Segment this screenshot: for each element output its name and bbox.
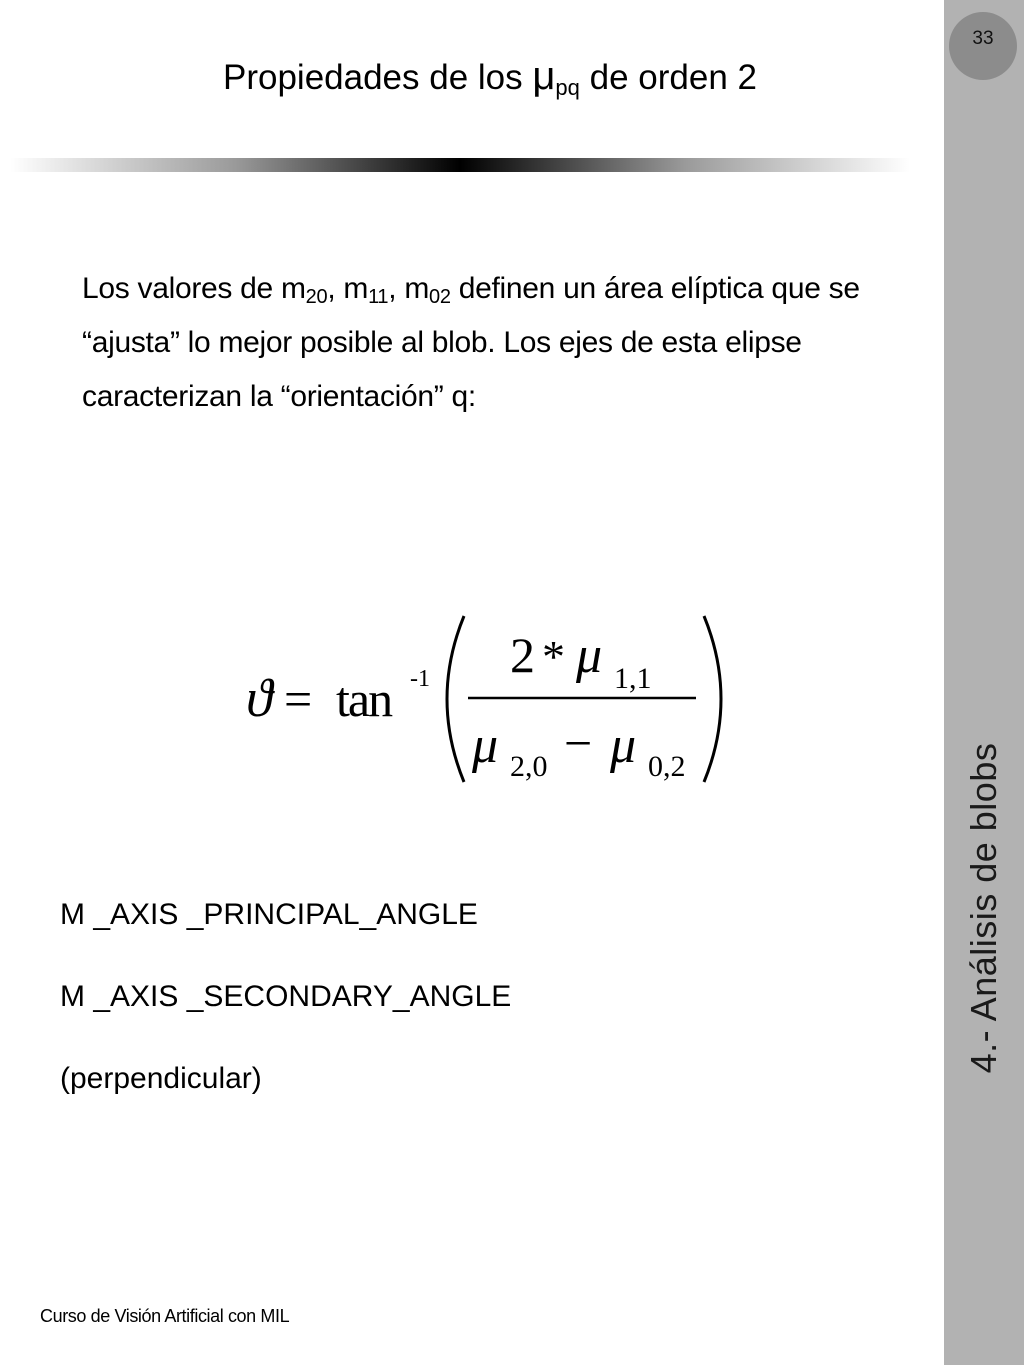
title-prefix: Propiedades de los — [222, 58, 533, 97]
formula-numerator-operator: * — [542, 631, 565, 682]
title-mu-symbol: μ — [532, 54, 556, 98]
m02-subscript: 02 — [429, 286, 451, 308]
title-suffix: de orden 2 — [579, 58, 757, 97]
body-text-3: , m — [388, 272, 430, 305]
formula-denominator-subscript-2: 0,2 — [648, 750, 686, 783]
principal-angle-constant: M _AXIS _PRINCIPAL_ANGLE — [60, 898, 478, 931]
body-text-2: , m — [327, 272, 369, 305]
formula-numerator-coefficient: 2 — [510, 627, 535, 683]
secondary-angle-constant: M _AXIS _SECONDARY_ANGLE — [60, 980, 512, 1013]
m20-subscript: 20 — [305, 286, 328, 308]
formula-exponent: -1 — [410, 666, 430, 692]
body-text-1: Los valores de m — [82, 272, 306, 305]
m11-subscript: 11 — [368, 286, 389, 308]
course-footer: Curso de Visión Artificial con MIL — [40, 1306, 290, 1326]
section-sidebar — [944, 0, 1024, 1365]
perpendicular-note: (perpendicular) — [60, 1062, 262, 1095]
body-paragraph — [82, 262, 932, 424]
formula-denominator-operator: − — [564, 715, 593, 771]
formula-denominator-subscript-1: 2,0 — [510, 750, 548, 783]
title-divider — [10, 158, 910, 172]
title-subscript: pq — [555, 75, 580, 100]
body-text-4: definen un área elíptica que se “ajusta” lo mejor posible al blob. Los ejes de esta elipse caracterizan la “orientación” q: — [82, 272, 860, 413]
orientation-formula — [240, 604, 740, 794]
formula-tan: tan — [336, 671, 392, 727]
formula-left-parenthesis — [447, 616, 464, 782]
formula-numerator-mu: μ — [576, 627, 603, 684]
page-number: 33 — [972, 28, 994, 49]
slide-title — [0, 54, 980, 101]
formula-equals: = — [284, 671, 313, 727]
formula-denominator-mu-1: μ — [472, 717, 499, 774]
section-title: 4.- Análisis de blobs — [963, 742, 1004, 1074]
formula-theta: ϑ — [246, 668, 273, 728]
formula-numerator-subscript: 1,1 — [614, 662, 652, 695]
formula-denominator-mu-2: μ — [610, 717, 637, 774]
formula-right-parenthesis — [704, 616, 721, 782]
